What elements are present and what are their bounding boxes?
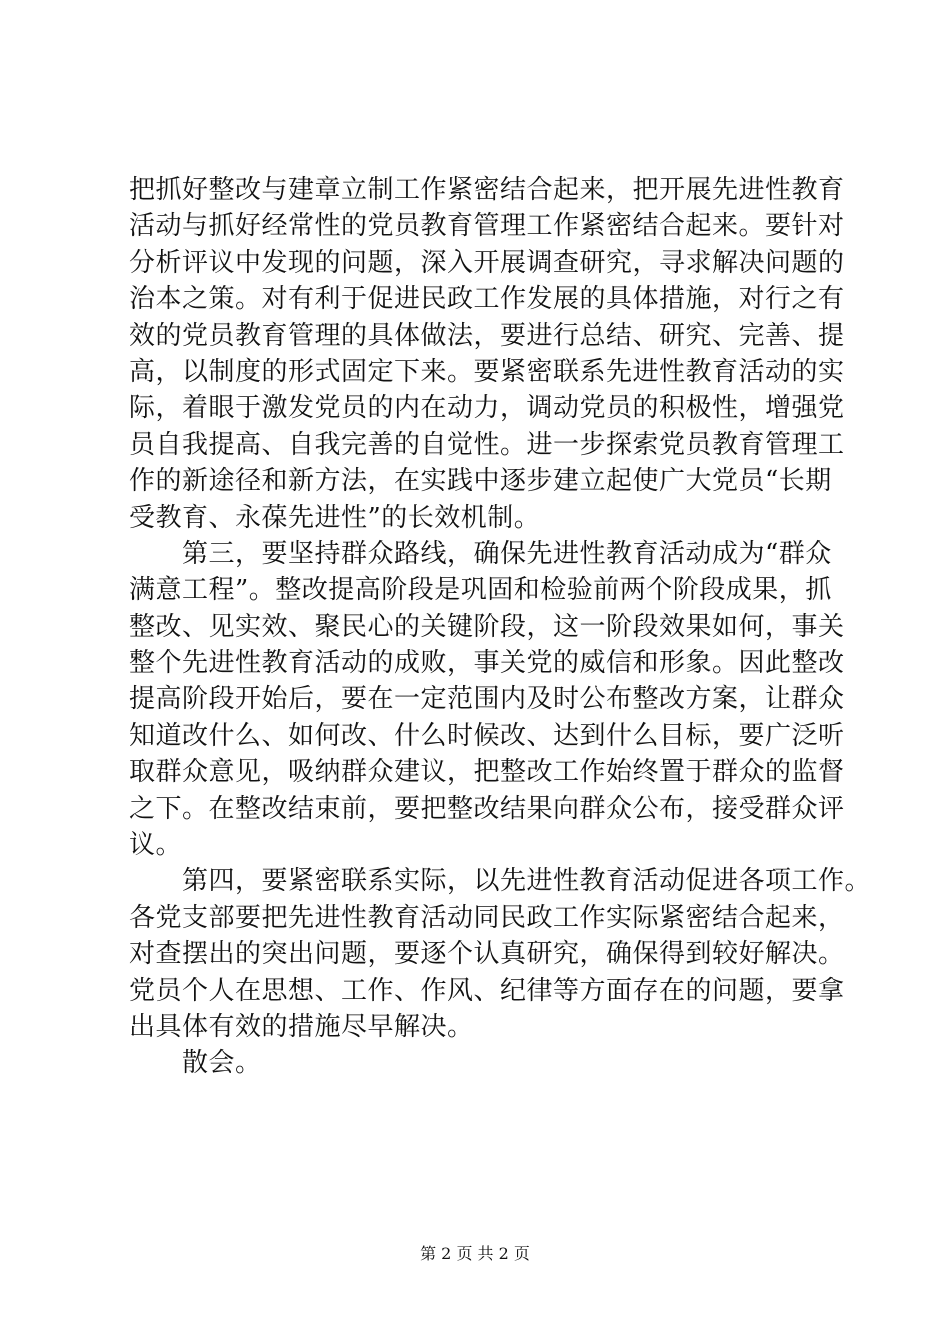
text-line: 党员个人在思想、工作、作风、纪律等方面存在的问题，要拿: [129, 975, 845, 1006]
text-line: 治本之策。对有利于促进民政工作发展的具体措施，对行之有: [129, 284, 845, 315]
text-line: 对查摆出的突出问题，要逐个认真研究，确保得到较好解决。: [129, 939, 845, 970]
text-line: 议。: [129, 830, 183, 861]
paragraph-start-line: 第三，要坚持群众路线，确保先进性教育活动成为“群众: [129, 538, 832, 569]
text-line: 效的党员教育管理的具体做法，要进行总结、研究、完善、提: [129, 320, 845, 351]
text-line: 员自我提高、自我完善的自觉性。进一步探索党员教育管理工: [129, 429, 845, 460]
text-line: 出具体有效的措施尽早解决。: [129, 1011, 474, 1042]
text-line: 分析评议中发现的问题，深入开展调查研究，寻求解决问题的: [129, 247, 845, 278]
text-line: 活动与抓好经常性的党员教育管理工作紧密结合起来。要针对: [129, 211, 845, 242]
text-line: 把抓好整改与建章立制工作紧密结合起来，把开展先进性教育: [129, 175, 845, 205]
text-line: 知道改什么、如何改、什么时候改、达到什么目标，要广泛听: [129, 720, 845, 751]
text-line: 作的新途径和新方法，在实践中逐步建立起使广大党员“长期: [129, 466, 832, 497]
text-line: 之下。在整改结束前，要把整改结果向群众公布，接受群众评: [129, 793, 845, 824]
text-line: 高，以制度的形式固定下来。要紧密联系先进性教育活动的实: [129, 356, 845, 387]
text-line: 各党支部要把先进性教育活动同民政工作实际紧密结合起来，: [129, 902, 845, 933]
page-number-footer: 第 2 页 共 2 页: [420, 1244, 530, 1263]
document-body: [129, 172, 872, 1082]
text-line: 际，着眼于激发党员的内在动力，调动党员的积极性，增强党: [129, 393, 845, 424]
text-line: 整改、见实效、聚民心的关键阶段，这一阶段效果如何，事关: [129, 611, 845, 642]
paragraph-start-line: 第四，要紧密联系实际，以先进性教育活动促进各项工作。: [129, 866, 872, 897]
text-line: 取群众意见，吸纳群众建议，把整改工作始终置于群众的监督: [129, 757, 845, 788]
text-line: 受教育、永葆先进性”的长效机制。: [129, 502, 541, 533]
closing-line: 散会。: [129, 1048, 262, 1079]
text-line: 提高阶段开始后，要在一定范围内及时公布整改方案，让群众: [129, 684, 845, 715]
text-line: 整个先进性教育活动的成败，事关党的威信和形象。因此整改: [129, 648, 845, 679]
text-line: 满意工程”。整改提高阶段是巩固和检验前两个阶段成果，抓: [129, 575, 832, 606]
